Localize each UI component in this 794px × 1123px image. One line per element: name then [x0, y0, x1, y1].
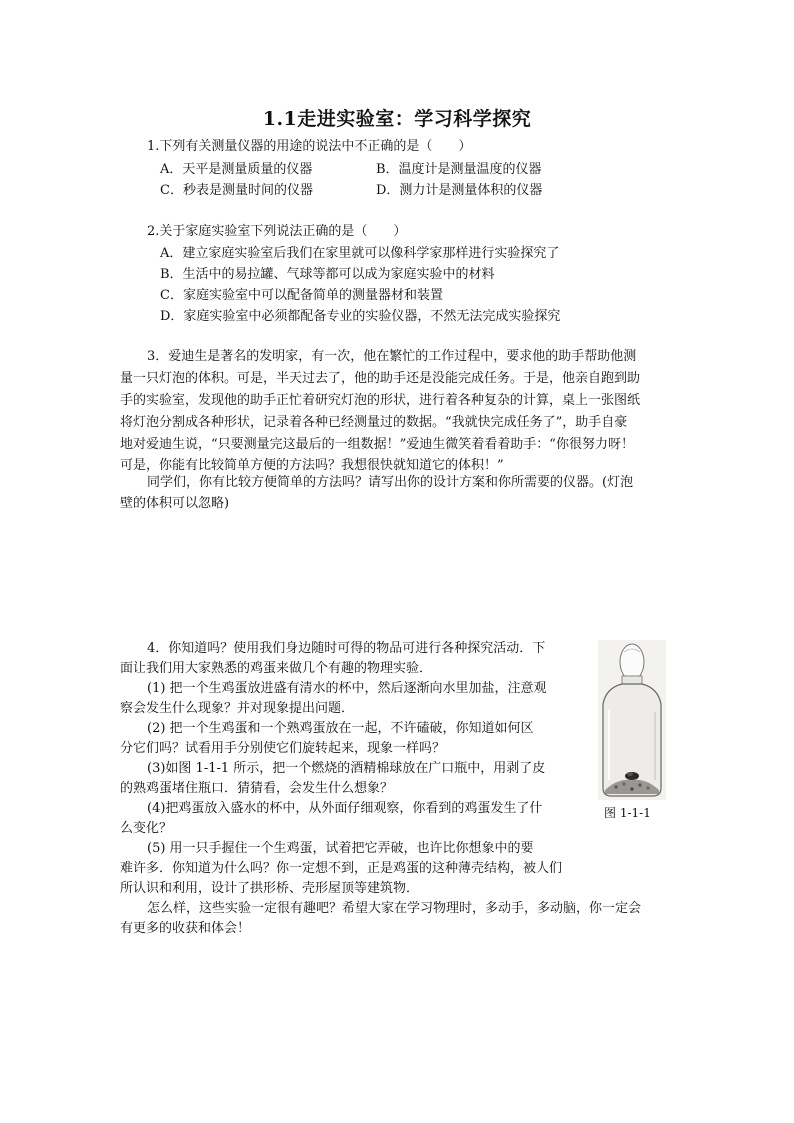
q2-option-a: A．建立家庭实验室后我们在家里就可以像科学家那样进行实验探究了	[160, 246, 560, 261]
q3-line: 3．爱迪生是著名的发明家，有一次，他在繁忙的工作过程中，要求他的助手帮助他测	[147, 349, 637, 364]
q3-line: 同学们，你有比较方便简单的方法吗？请写出你的设计方案和你所需要的仪器。(灯泡	[147, 475, 634, 490]
q3-line: 将灯泡分割成各种形状，记录着各种已经测量过的数据。“我就快完成任务了”，助手自豪	[120, 415, 628, 430]
q4-line: 怎么样，这些实验一定很有趣吧？希望大家在学习物理时，多动手，多动脑，你一定会	[147, 901, 642, 916]
q4-line: (2) 把一个生鸡蛋和一个熟鸡蛋放在一起，不许磕破，你知道如何区	[147, 721, 534, 736]
q3-line: 地对爱迪生说，“只要测量完这最后的一组数据！”爱迪生微笑着看着助手：“你很努力呀！	[120, 437, 634, 452]
q1-option-b: B．温度计是测量温度的仪器	[376, 162, 542, 177]
q4-line: 分它们吗？试看用手分别使它们旋转起来，现象一样吗？	[120, 741, 446, 756]
q4-line: 难许多．你知道为什么吗？你一定想不到，正是鸡蛋的这种薄壳结构，被人们	[120, 861, 563, 876]
q3-line: 壁的体积可以忽略)	[120, 496, 230, 511]
page-title: 1.1走进实验室：学习科学探究	[262, 108, 532, 130]
q1-stem: 1.下列有关测量仪器的用途的说法中不正确的是（ ）	[147, 139, 472, 154]
q4-line: 所认识和利用，设计了拱形桥、壳形屋顶等建筑物．	[120, 881, 420, 896]
q1-option-c: C．秒表是测量时间的仪器	[160, 183, 313, 198]
q1-option-a: A．天平是测量质量的仪器	[160, 162, 313, 177]
q4-line: 么变化？	[120, 821, 173, 836]
q4-line: 有更多的收获和体会！	[120, 921, 251, 936]
q4-line: 4．你知道吗？使用我们身边随时可得的物品可进行各种探究活动．下	[147, 641, 546, 656]
q4-line: (1) 把一个生鸡蛋放进盛有清水的杯中，然后逐渐向水里加盐，注意观	[147, 681, 547, 696]
q3-line: 可是，你能有比较简单方便的方法吗？我想很快就知道它的体积！”	[120, 458, 504, 473]
figure-jar-with-egg	[598, 640, 666, 800]
q2-stem: 2.关于家庭实验室下列说法正确的是（ ）	[147, 224, 407, 239]
q1-option-d: D．测力计是测量体积的仪器	[376, 183, 543, 198]
figure-caption: 图 1-1-1	[604, 806, 651, 820]
q4-line: 察会发生什么现象？并对现象提出问题．	[120, 701, 355, 716]
q4-line: (3)如图 1-1-1 所示，把一个燃烧的酒精棉球放在广口瓶中，用剥了皮	[147, 761, 546, 776]
q2-option-d: D．家庭实验室中必须都配备专业的实验仪器，不然无法完成实验探究	[160, 309, 561, 324]
q3-line: 手的实验室，发现他的助手正忙着研究灯泡的形状，进行着各种复杂的计算，桌上一张图纸	[120, 393, 641, 408]
q4-line: (5) 用一只手握住一个生鸡蛋，试着把它弄破，也许比你想象中的要	[147, 841, 534, 856]
q3-line: 量一只灯泡的体积。可是，半天过去了，他的助手还是没能完成任务。于是，他亲自跑到助	[120, 371, 641, 386]
q4-line: 的熟鸡蛋堵住瓶口．猜猜看，会发生什么想象？	[120, 781, 394, 796]
q4-line: (4)把鸡蛋放入盛水的杯中，从外面仔细观察，你看到的鸡蛋发生了什	[147, 801, 543, 816]
q2-option-c: C．家庭实验室中可以配备简单的测量器材和装置	[160, 288, 443, 303]
q2-option-b: B．生活中的易拉罐、气球等都可以成为家庭实验中的材料	[160, 267, 495, 282]
q4-line: 面让我们用大家熟悉的鸡蛋来做几个有趣的物理实验．	[120, 661, 433, 676]
